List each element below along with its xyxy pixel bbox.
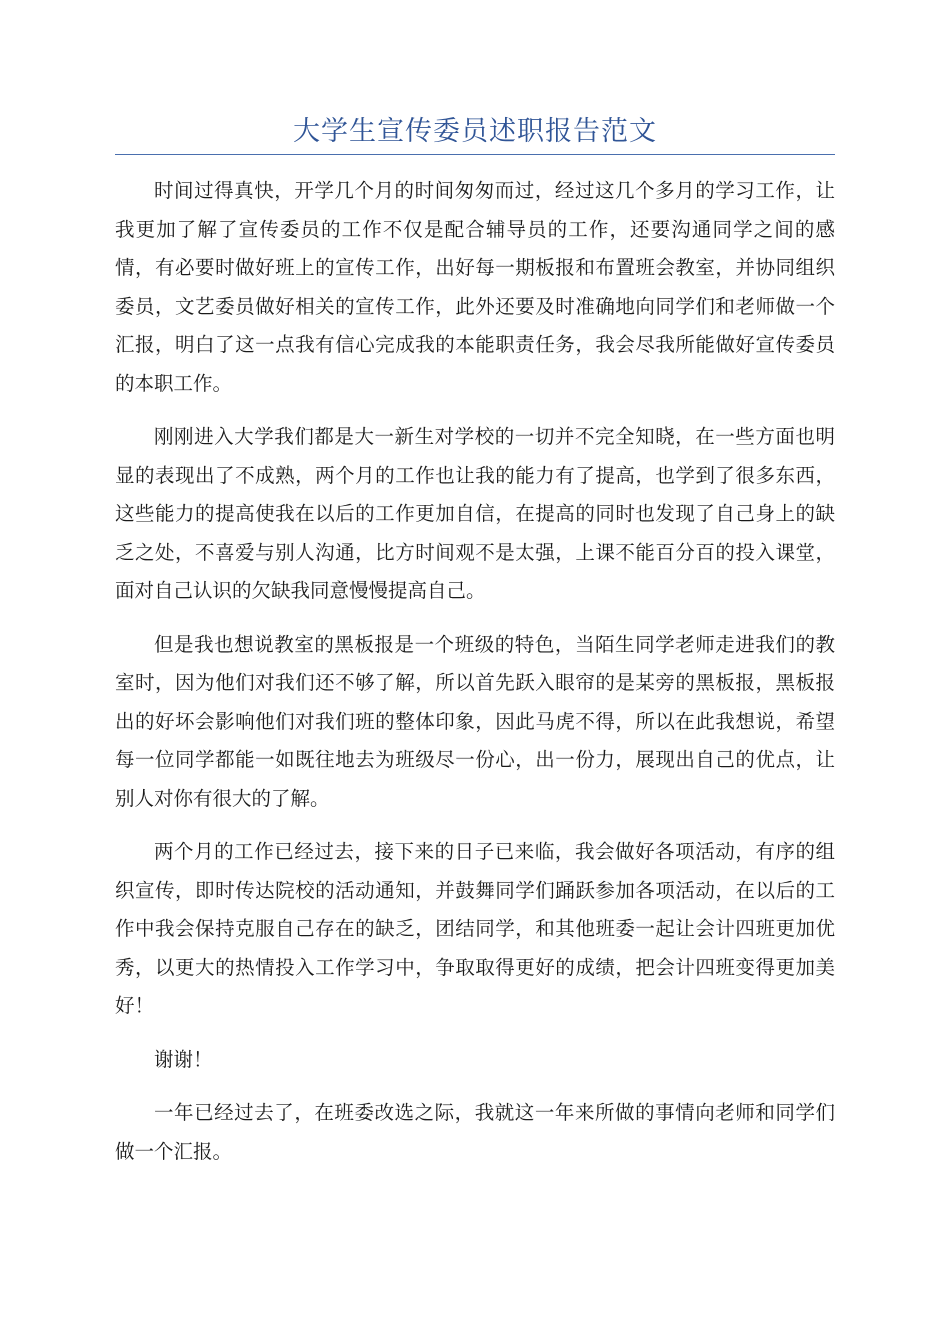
document-body — [115, 172, 835, 1186]
paragraph-thanks: 谢谢！ — [154, 1047, 213, 1071]
paragraph-3: 但是我也想说教室的黑板报是一个班级的特色，当陌生同学老师走进我们的教室时，因为他们对我们还不够了解，所以首先跃入眼帘的是某旁的黑板报，黑板报出的好坏会影响他们对我们班的整体印象，因此马虎不得，所以在此我想说，希望每一位同学都能一如既往地去为班级尽一份心，出一份力，展现出自己的优点，让别人对你有很大的了解。 — [115, 632, 835, 810]
title-underline — [115, 154, 835, 155]
paragraph-1: 时间过得真快，开学几个月的时间匆匆而过，经过这几个多月的学习工作，让我更加了解了宣传委员的工作不仅是配合辅导员的工作，还要沟通同学之间的感情，有必要时做好班上的宣传工作，出好每一期板报和布置班会教室，并协同组织委员，文艺委员做好相关的宣传工作，此外还要及时准确地向同学们和老师做一个汇报，明白了这一点我有信心完成我的本能职责任务，我会尽我所能做好宣传委员的本职工作。 — [115, 179, 835, 395]
paragraph-2: 刚刚进入大学我们都是大一新生对学校的一切并不完全知晓，在一些方面也明显的表现出了不成熟，两个月的工作也让我的能力有了提高，也学到了很多东西，这些能力的提高使我在以后的工作更加自信，在提高的同时也发现了自己身上的缺乏之处，不喜爱与别人沟通，比方时间观不是太强，上课不能百分百的投入课堂，面对自己认识的欠缺我同意慢慢提高自己。 — [115, 425, 835, 602]
paragraph-4: 两个月的工作已经过去，接下来的日子已来临，我会做好各项活动，有序的组织宣传，即时传达院校的活动通知，并鼓舞同学们踊跃参加各项活动，在以后的工作中我会保持克服自己存在的缺乏，团结同学，和其他班委一起让会计四班更加优秀，以更大的热情投入工作学习中，争取取得更好的成绩，把会计四班变得更加美好！ — [115, 840, 835, 1017]
document-title: 大学生宣传委员述职报告范文 — [293, 116, 657, 147]
paragraph-6: 一年已经过去了，在班委改选之际，我就这一年来所做的事情向老师和同学们做一个汇报。 — [115, 1101, 835, 1163]
